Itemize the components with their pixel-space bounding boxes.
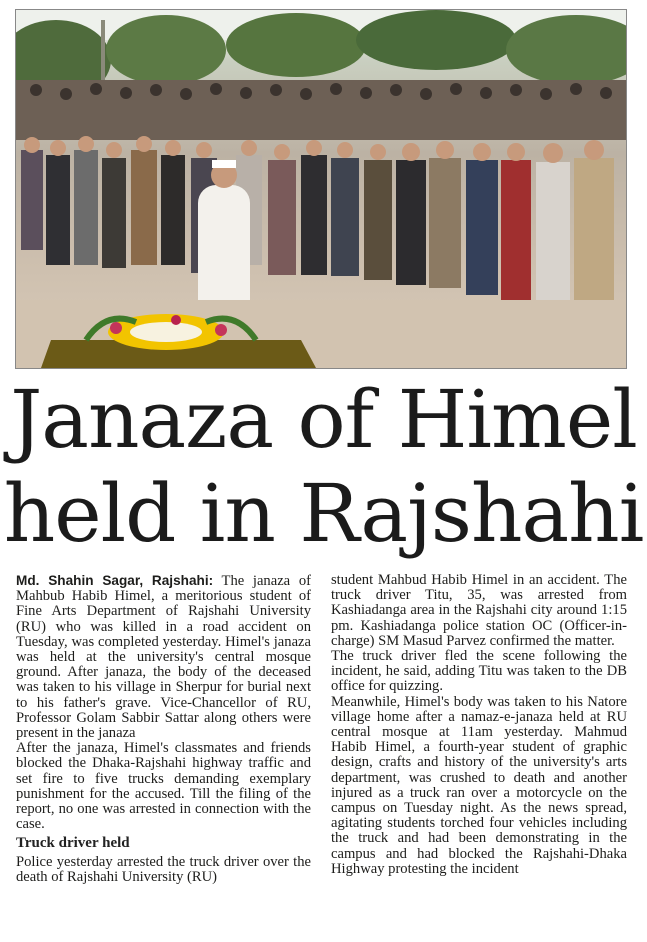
funeral-prayer-photo-icon — [16, 10, 626, 368]
article-column-2 — [331, 573, 627, 877]
article-column-1 — [16, 573, 311, 885]
byline: Md. Shahin Sagar, Rajshahi: — [16, 573, 214, 588]
article-paragraph — [16, 573, 311, 741]
article-paragraph: student Mahbud Habib Himel in an accident. The truck driver Titu, 35, was arrested from Kashiadanga area in the Rajshahi city around 1:15 pm. Kashiadanga police station OC (Officer-in-charge) SM Masud Parvez confirmed the matter. — [331, 572, 627, 649]
article-paragraph: After the janaza, Himel's classmates and friends blocked the Dhaka-Rajshahi highway traffic and set fire to five trucks demanding exemplary punishment for the accused. Till the filing of the report, no one was arrested in connection with the case. — [16, 740, 311, 833]
article-paragraph: Meanwhile, Himel's body was taken to his Natore village home after a namaz-e-janaza held at RU central mosque at 11am yesterday. Mahmud Habib Himel, a fourth-year student of graphic design, crafts and history of the university's arts department, was crushed to death and another injured as a truck ran over a motorcycle on the campus on Tuesday night. As the news spread, agitating students torched four vehicles including the truck and had been demonstrating in the campus and had blocked the Rajshahi-Dhaka Highway protesting the incident — [331, 693, 627, 877]
article-paragraph: Police yesterday arrested the truck driver over the death of Rajshahi University (RU) — [16, 853, 311, 885]
article-paragraph: The truck driver fled the scene following the incident, he said, adding Titu was taken to the DB office for quizzing. — [331, 648, 627, 695]
paragraph-text: The janaza of Mahbub Habib Himel, a meritorious student of Fine Arts Department of Rajshahi University (RU) who was killed in a road accident on Tuesday, was completed yesterday. Himel's janaza was held at the university's central mosque ground. After janaza, the body of the deceased was taken to his village in Sherpur for burial next to his father's grave. Vice-Chancellor of RU, Professor Golam Sabbir Sattar along others were present in the janaza — [16, 573, 311, 742]
headline-line-2: held in Rajshahi — [3, 467, 644, 560]
subheading: Truck driver held — [16, 835, 130, 852]
headline-line-1: Janaza of Himel — [10, 373, 637, 466]
news-photo — [15, 9, 627, 369]
